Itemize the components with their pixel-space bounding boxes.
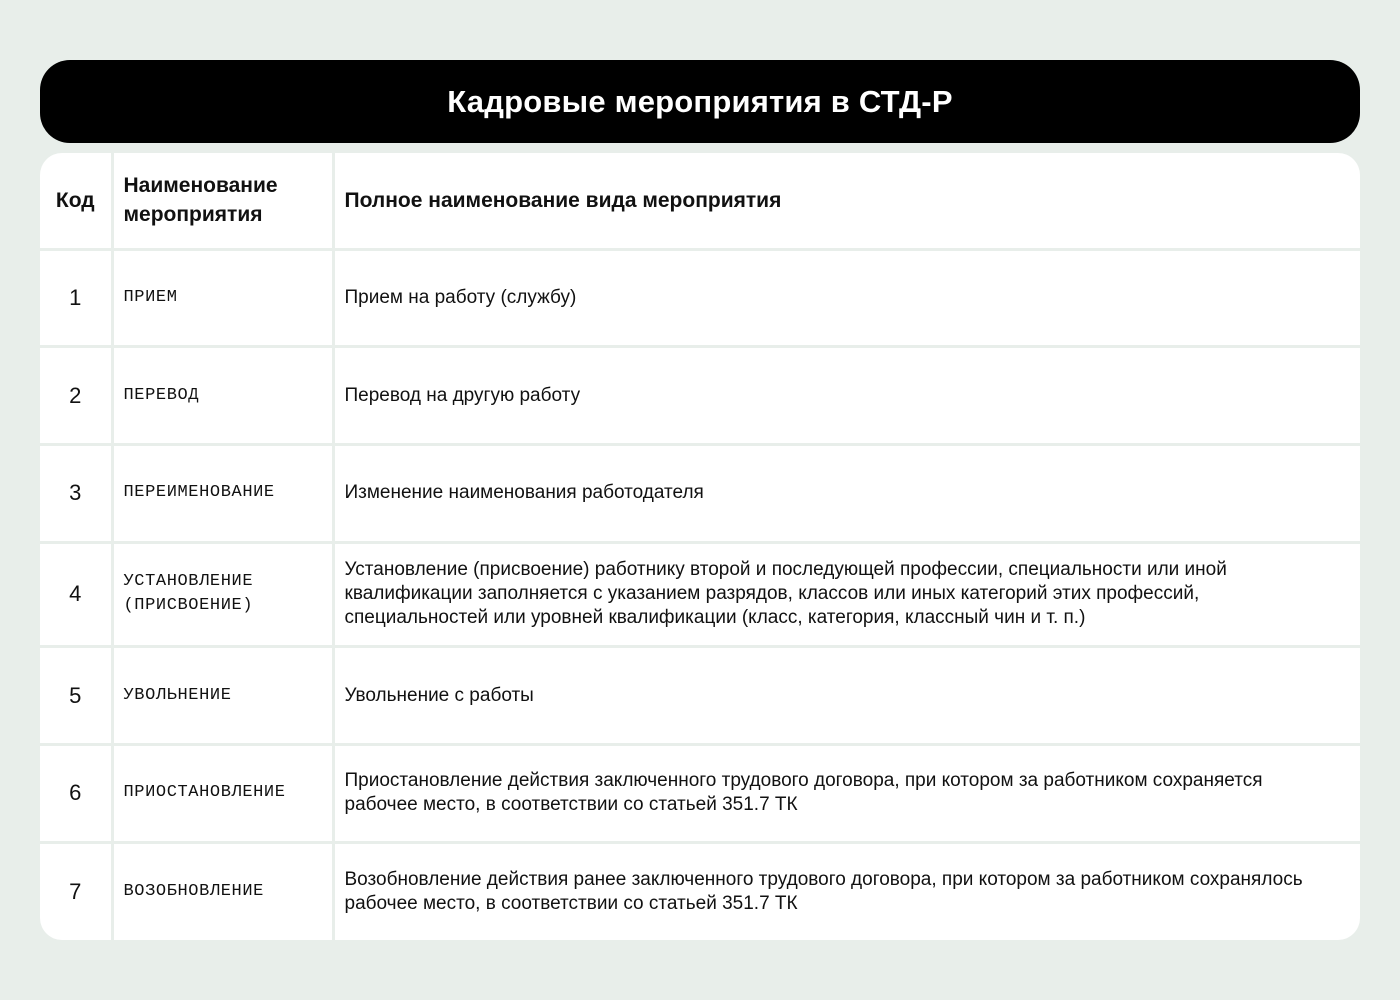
row-code: 4 [69,581,82,607]
row-code: 5 [69,682,82,708]
table-row [40,347,1360,445]
page-title: Кадровые мероприятия в СТД-Р [447,83,953,119]
row-description: Перевод на другую работу [333,347,1360,445]
table-row [40,249,1360,347]
title-bar [40,60,1360,143]
header-name: Наименование мероприятия [112,153,333,249]
table-header-row [40,153,1360,249]
row-code: 6 [69,780,82,806]
row-code: 7 [69,878,82,904]
table-row [40,444,1360,542]
row-description: Приостановление действия заключенного трудового договора, при котором за работником сохраняется рабочее место, в соответствии со статьей 351.7 ТК [333,745,1360,843]
row-name: ПЕРЕВОД [112,347,333,445]
row-description: Увольнение с работы [333,647,1360,745]
row-code: 2 [69,382,82,408]
header-code: Код [55,188,95,212]
row-description: Изменение наименования работодателя [333,444,1360,542]
row-description: Прием на работу (службу) [333,249,1360,347]
header-description: Полное наименование вида мероприятия [333,153,1360,249]
row-name: УСТАНОВЛЕНИЕ (ПРИСВОЕНИЕ) [112,542,333,647]
row-name: УВОЛЬНЕНИЕ [112,647,333,745]
row-description: Установление (присвоение) работнику второй и последующей профессии, специальности или иной квалификации заполняется с указанием разрядов, классов или иных категорий этих профессий, специальностей или уровней квалификации (класс, категория, классный чин и т. п.) [333,542,1360,647]
row-name: ПРИОСТАНОВЛЕНИЕ [112,745,333,843]
events-table-card [40,153,1360,940]
table-row [40,745,1360,843]
table-row [40,842,1360,940]
table-row [40,542,1360,647]
table-row [40,647,1360,745]
row-name: ПЕРЕИМЕНОВАНИЕ [112,444,333,542]
row-description: Возобновление действия ранее заключенного трудового договора, при котором за работником сохранялось рабочее место, в соответствии со статьей 351.7 ТК [333,842,1360,940]
row-code: 1 [69,284,82,310]
row-name: ВОЗОБНОВЛЕНИЕ [112,842,333,940]
events-table [40,153,1360,940]
row-code: 3 [69,480,82,506]
row-name: ПРИЕМ [112,249,333,347]
